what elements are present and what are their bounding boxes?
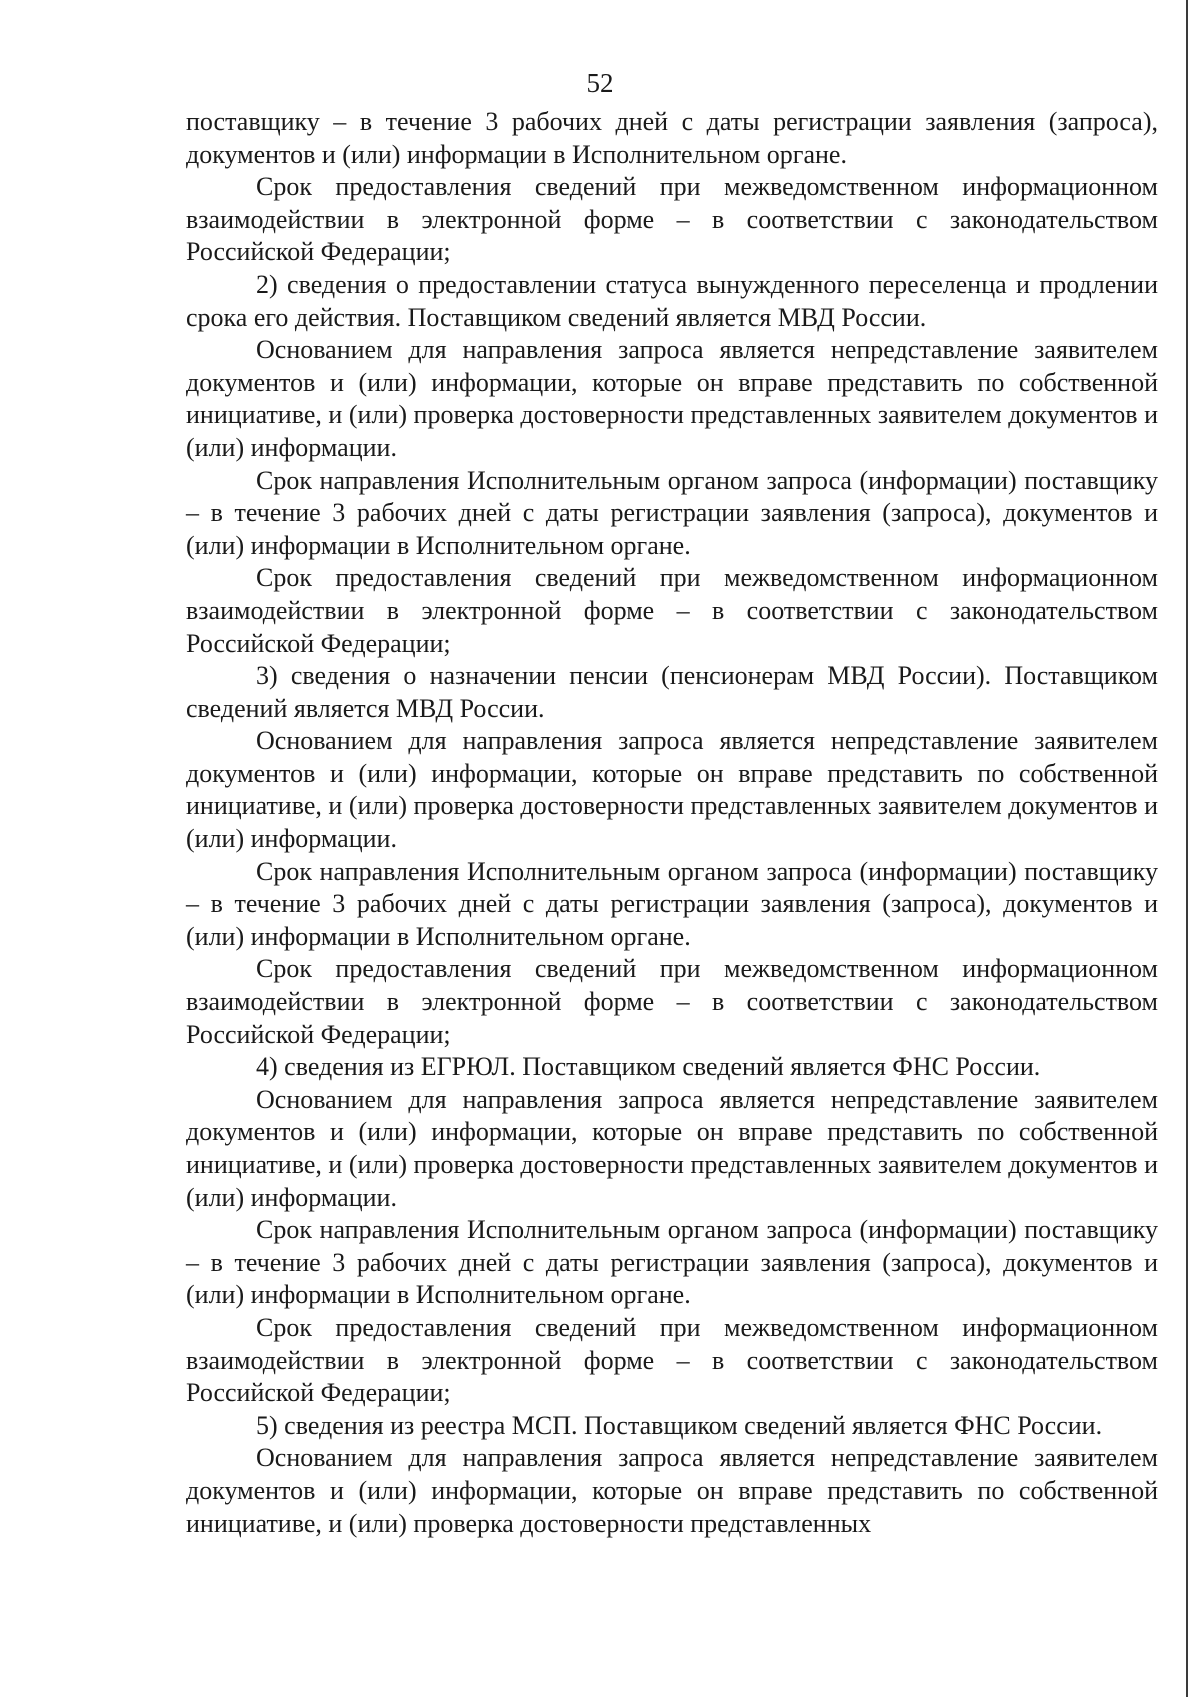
scan-edge-line	[1186, 0, 1188, 1697]
paragraph-grounds: Основанием для направления запроса является непредставление заявителем документов и (или) информации, которые он вправе представить по собственной инициативе, и (или) проверка достоверности представленных заявителем документов и (или) информации.	[186, 335, 1158, 462]
paragraph-grounds: Основанием для направления запроса является непредставление заявителем документов и (или) информации, которые он вправе представить по собственной инициативе, и (или) проверка достоверности представленных	[186, 1443, 1158, 1538]
paragraph-deadline-provision: Срок предоставления сведений при межведомственном информационном взаимодействии в электронной форме – в соответствии с законодательством Российской Федерации;	[186, 172, 1158, 267]
paragraph-deadline-provision: Срок предоставления сведений при межведомственном информационном взаимодействии в электронной форме – в соответствии с законодательством Российской Федерации;	[186, 1312, 1158, 1408]
paragraph-deadline-request: Срок направления Исполнительным органом запроса (информации) поставщику – в течение 3 рабочих дней с даты регистрации заявления (запроса), документов и (или) информации в Исполнительном органе.	[186, 465, 1158, 560]
paragraph-deadline-provision: Срок предоставления сведений при межведомственном информационном взаимодействии в электронной форме – в соответствии с законодательством Российской Федерации;	[186, 954, 1158, 1049]
paragraph-item-3: 3) сведения о назначении пенсии (пенсионерам МВД России). Поставщиком сведений является МВД России.	[186, 661, 1158, 723]
paragraph-item-2: 2) сведения о предоставлении статуса вынужденного переселенца и продлении срока его действия. Поставщиком сведений является МВД России.	[186, 269, 1158, 332]
paragraph-deadline-request: Срок направления Исполнительным органом запроса (информации) поставщику – в течение 3 рабочих дней с даты регистрации заявления (запроса), документов и (или) информации в Исполнительном органе.	[186, 1215, 1158, 1310]
paragraph-grounds: Основанием для направления запроса является непредставление заявителем документов и (или) информации, которые он вправе представить по собственной инициативе, и (или) проверка достоверности представленных заявителем документов и (или) информации.	[186, 1084, 1158, 1212]
paragraph-deadline-provision: Срок предоставления сведений при межведомственном информационном взаимодействии в электронной форме – в соответствии с законодательством Российской Федерации;	[186, 563, 1158, 658]
paragraph-deadline-request: Срок направления Исполнительным органом запроса (информации) поставщику – в течение 3 рабочих дней с даты регистрации заявления (запроса), документов и (или) информации в Исполнительном органе.	[186, 856, 1158, 951]
paragraph-continuation: поставщику – в течение 3 рабочих дней с даты регистрации заявления (запроса), документов и (или) информации в Исполнительном органе.	[186, 107, 1158, 169]
paragraph-grounds: Основанием для направления запроса является непредставление заявителем документов и (или) информации, которые он вправе представить по собственной инициативе, и (или) проверка достоверности представленных заявителем документов и (или) информации.	[186, 726, 1158, 854]
paragraph-item-4: 4) сведения из ЕГРЮЛ. Поставщиком сведений является ФНС России.	[256, 1052, 1041, 1082]
page-number: 52	[586, 68, 614, 98]
paragraph-item-5: 5) сведения из реестра МСП. Поставщиком сведений является ФНС России.	[256, 1410, 1103, 1440]
document-body	[186, 106, 1158, 1540]
